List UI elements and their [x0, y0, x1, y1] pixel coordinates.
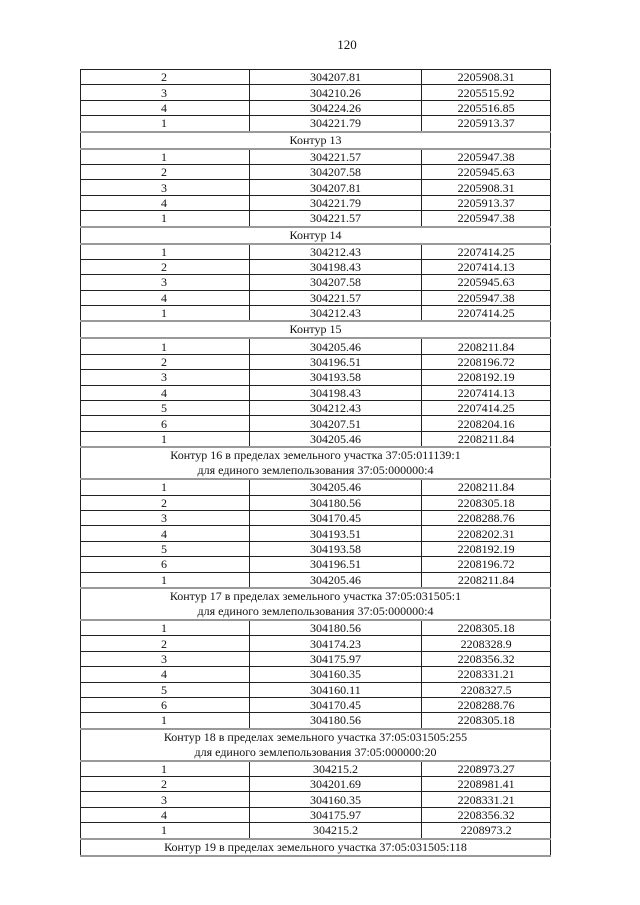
x-coordinate: 304207.58 [249, 275, 422, 290]
point-number: 4 [81, 526, 250, 541]
table-row [81, 164, 551, 179]
point-number: 4 [81, 195, 250, 210]
y-coordinate: 2207414.13 [422, 385, 551, 400]
x-coordinate: 304207.58 [249, 164, 422, 179]
table-row [81, 823, 551, 839]
table-row [81, 244, 551, 260]
contour-header-line: Контур 14 [289, 227, 342, 242]
point-number: 5 [81, 682, 250, 697]
y-coordinate: 2205947.38 [422, 211, 551, 227]
y-coordinate: 2207414.25 [422, 306, 551, 322]
point-number: 1 [81, 431, 250, 447]
contour-header-line: Контур 13 [289, 132, 342, 147]
y-coordinate: 2205913.37 [422, 195, 551, 210]
x-coordinate: 304212.43 [249, 244, 422, 260]
contour-header-line: для единого землепользования 37:05:000000:20 [194, 744, 437, 759]
x-coordinate: 304221.57 [249, 211, 422, 227]
table-row [81, 636, 551, 651]
table-row [81, 572, 551, 588]
table-row [81, 495, 551, 510]
table-row [81, 713, 551, 729]
point-number: 1 [81, 823, 250, 839]
table-row [81, 479, 551, 495]
y-coordinate: 2205515.92 [422, 85, 551, 100]
table-row [81, 275, 551, 290]
point-number: 3 [81, 275, 250, 290]
table-row [81, 792, 551, 807]
table-row [81, 697, 551, 712]
point-number: 1 [81, 479, 250, 495]
table-row [81, 70, 551, 85]
point-number: 2 [81, 70, 250, 85]
y-coordinate: 2208211.84 [422, 431, 551, 447]
table-row [81, 541, 551, 556]
point-number: 1 [81, 116, 250, 132]
y-coordinate: 2208196.72 [422, 557, 551, 572]
contour-header-line: для единого землепользования 37:05:000000:4 [197, 463, 434, 478]
coordinates-table [80, 69, 551, 857]
point-number: 5 [81, 541, 250, 556]
y-coordinate: 2208202.31 [422, 526, 551, 541]
y-coordinate: 2205913.37 [422, 116, 551, 132]
x-coordinate: 304174.23 [249, 636, 422, 651]
x-coordinate: 304198.43 [249, 385, 422, 400]
table-row [81, 777, 551, 792]
x-coordinate: 304175.97 [249, 651, 422, 666]
x-coordinate: 304196.51 [249, 557, 422, 572]
point-number: 4 [81, 807, 250, 822]
contour-header-line: Контур 19 в пределах земельного участка 37:05:031505:118 [164, 839, 467, 854]
y-coordinate: 2208331.21 [422, 667, 551, 682]
point-number: 5 [81, 401, 250, 416]
table-row [81, 526, 551, 541]
contour-header-row [81, 729, 551, 761]
contour-header [81, 227, 551, 244]
point-number: 1 [81, 338, 250, 354]
y-coordinate: 2208211.84 [422, 479, 551, 495]
table-row [81, 338, 551, 354]
point-number: 4 [81, 667, 250, 682]
y-coordinate: 2205908.31 [422, 180, 551, 195]
x-coordinate: 304207.81 [249, 180, 422, 195]
x-coordinate: 304215.2 [249, 823, 422, 839]
point-number: 1 [81, 713, 250, 729]
table-row [81, 761, 551, 777]
table-row [81, 290, 551, 305]
contour-header [81, 588, 551, 620]
contour-header [81, 729, 551, 761]
table-row [81, 149, 551, 165]
contour-header-row [81, 447, 551, 479]
point-number: 1 [81, 149, 250, 165]
table-row [81, 807, 551, 822]
x-coordinate: 304201.69 [249, 777, 422, 792]
x-coordinate: 304198.43 [249, 259, 422, 274]
x-coordinate: 304180.56 [249, 713, 422, 729]
contour-header [81, 839, 551, 856]
x-coordinate: 304160.35 [249, 667, 422, 682]
y-coordinate: 2208981.41 [422, 777, 551, 792]
point-number: 3 [81, 792, 250, 807]
point-number: 3 [81, 510, 250, 525]
contour-header-row [81, 321, 551, 338]
table-row [81, 385, 551, 400]
table-row [81, 211, 551, 227]
table-row [81, 354, 551, 369]
y-coordinate: 2208356.32 [422, 807, 551, 822]
contour-header-row [81, 227, 551, 244]
x-coordinate: 304215.2 [249, 761, 422, 777]
point-number: 3 [81, 651, 250, 666]
point-number: 1 [81, 306, 250, 322]
x-coordinate: 304212.43 [249, 401, 422, 416]
point-number: 2 [81, 636, 250, 651]
y-coordinate: 2208973.2 [422, 823, 551, 839]
x-coordinate: 304221.79 [249, 116, 422, 132]
contour-header-row [81, 132, 551, 149]
point-number: 2 [81, 777, 250, 792]
table-row [81, 116, 551, 132]
x-coordinate: 304205.46 [249, 479, 422, 495]
x-coordinate: 304210.26 [249, 85, 422, 100]
x-coordinate: 304175.97 [249, 807, 422, 822]
x-coordinate: 304193.58 [249, 370, 422, 385]
x-coordinate: 304160.11 [249, 682, 422, 697]
table-row [81, 557, 551, 572]
y-coordinate: 2208356.32 [422, 651, 551, 666]
x-coordinate: 304221.79 [249, 195, 422, 210]
y-coordinate: 2208327.5 [422, 682, 551, 697]
y-coordinate: 2208211.84 [422, 338, 551, 354]
table-row [81, 370, 551, 385]
point-number: 2 [81, 495, 250, 510]
y-coordinate: 2208305.18 [422, 495, 551, 510]
y-coordinate: 2207414.25 [422, 244, 551, 260]
point-number: 1 [81, 761, 250, 777]
point-number: 4 [81, 100, 250, 115]
y-coordinate: 2205908.31 [422, 70, 551, 85]
contour-header-row [81, 588, 551, 620]
point-number: 2 [81, 354, 250, 369]
y-coordinate: 2208211.84 [422, 572, 551, 588]
point-number: 2 [81, 259, 250, 274]
table-row [81, 667, 551, 682]
point-number: 4 [81, 385, 250, 400]
y-coordinate: 2208331.21 [422, 792, 551, 807]
y-coordinate: 2207414.13 [422, 259, 551, 274]
y-coordinate: 2208305.18 [422, 713, 551, 729]
page-number: 120 [337, 37, 357, 52]
x-coordinate: 304180.56 [249, 620, 422, 636]
y-coordinate: 2208204.16 [422, 416, 551, 431]
point-number: 3 [81, 85, 250, 100]
x-coordinate: 304205.46 [249, 431, 422, 447]
point-number: 6 [81, 697, 250, 712]
x-coordinate: 304207.81 [249, 70, 422, 85]
y-coordinate: 2205947.38 [422, 290, 551, 305]
point-number: 1 [81, 244, 250, 260]
contour-header-row [81, 839, 551, 856]
x-coordinate: 304221.57 [249, 149, 422, 165]
y-coordinate: 2205945.63 [422, 275, 551, 290]
contour-header-line: Контур 15 [289, 322, 342, 337]
y-coordinate: 2208288.76 [422, 510, 551, 525]
y-coordinate: 2208305.18 [422, 620, 551, 636]
x-coordinate: 304193.58 [249, 541, 422, 556]
table-row [81, 180, 551, 195]
table-row [81, 620, 551, 636]
y-coordinate: 2208328.9 [422, 636, 551, 651]
contour-header [81, 447, 551, 479]
point-number: 1 [81, 211, 250, 227]
point-number: 3 [81, 370, 250, 385]
contour-header-line: для единого землепользования 37:05:000000:4 [197, 603, 434, 618]
x-coordinate: 304180.56 [249, 495, 422, 510]
point-number: 1 [81, 620, 250, 636]
x-coordinate: 304160.35 [249, 792, 422, 807]
table-row [81, 401, 551, 416]
contour-header-line: Контур 16 в пределах земельного участка 37:05:011139:1 [170, 448, 461, 463]
point-number: 3 [81, 180, 250, 195]
x-coordinate: 304193.51 [249, 526, 422, 541]
table-row [81, 416, 551, 431]
table-row [81, 85, 551, 100]
table-row [81, 100, 551, 115]
y-coordinate: 2208196.72 [422, 354, 551, 369]
table-row [81, 195, 551, 210]
table-row [81, 682, 551, 697]
x-coordinate: 304205.46 [249, 338, 422, 354]
table-row [81, 306, 551, 322]
y-coordinate: 2208192.19 [422, 370, 551, 385]
y-coordinate: 2205516.85 [422, 100, 551, 115]
x-coordinate: 304170.45 [249, 697, 422, 712]
table-row [81, 651, 551, 666]
x-coordinate: 304170.45 [249, 510, 422, 525]
point-number: 6 [81, 416, 250, 431]
table-row [81, 510, 551, 525]
contour-header-line: Контур 17 в пределах земельного участка 37:05:031505:1 [169, 588, 462, 603]
x-coordinate: 304221.57 [249, 290, 422, 305]
x-coordinate: 304207.51 [249, 416, 422, 431]
point-number: 4 [81, 290, 250, 305]
x-coordinate: 304212.43 [249, 306, 422, 322]
contour-header-line: Контур 18 в пределах земельного участка 37:05:031505:255 [163, 729, 468, 744]
contour-header [81, 132, 551, 149]
x-coordinate: 304224.26 [249, 100, 422, 115]
x-coordinate: 304196.51 [249, 354, 422, 369]
table-row [81, 431, 551, 447]
y-coordinate: 2207414.25 [422, 401, 551, 416]
point-number: 2 [81, 164, 250, 179]
point-number: 1 [81, 572, 250, 588]
y-coordinate: 2208192.19 [422, 541, 551, 556]
y-coordinate: 2205947.38 [422, 149, 551, 165]
contour-header [81, 321, 551, 338]
y-coordinate: 2208973.27 [422, 761, 551, 777]
y-coordinate: 2208288.76 [422, 697, 551, 712]
x-coordinate: 304205.46 [249, 572, 422, 588]
table-row [81, 259, 551, 274]
y-coordinate: 2205945.63 [422, 164, 551, 179]
point-number: 6 [81, 557, 250, 572]
